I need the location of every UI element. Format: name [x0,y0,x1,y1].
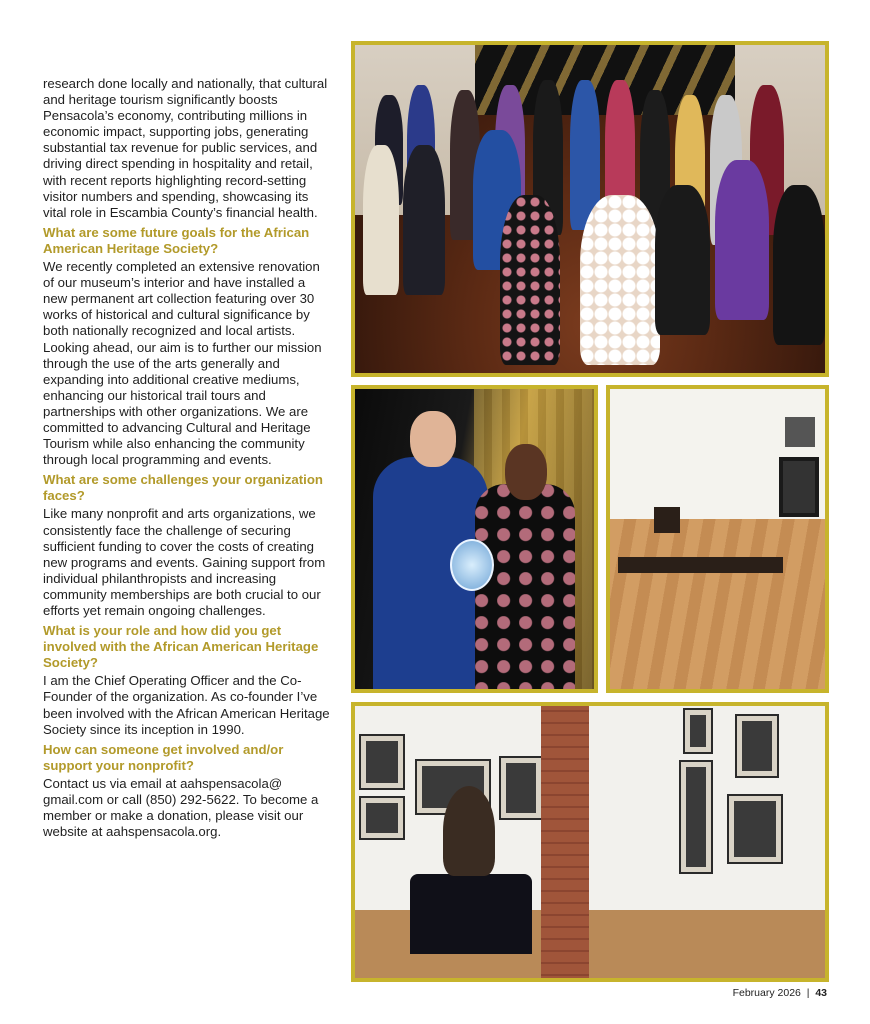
gallery-sculpture-photo [351,702,829,982]
photo-figure [773,185,825,345]
photo-figure-woman-head [505,444,547,500]
photo-bench [618,557,783,573]
photo-framed-art [685,710,711,752]
answer-challenges: Like many nonprofit and arts organizations, we consistently face the challenge of securing sufficient funding to cover the costs of creating new programs and events. Gaining support from individual philanthropists and increasing community memberships are both crucial to our efforts yet remain ongoing challenges. [43,506,326,618]
photo-framed-art [501,758,541,818]
photo-bust-sculpture [443,786,495,876]
photo-figure-man-head [410,411,456,467]
photo-framed-art [737,716,777,776]
award-presentation-photo [351,385,598,693]
question-heading-role: What is your role and how did you get involved with the African American Heritage Society? [43,623,319,671]
group-gala-photo [351,41,829,377]
gallery-sculpture-image [355,706,825,978]
photo-framed-art [361,798,403,838]
page-number: 43 [815,987,827,999]
photo-framed-art [681,762,711,872]
photo-figure-woman [475,484,575,693]
intro-paragraph: research done locally and nationally, that cultural and heritage tourism significantly boosts Pensacola’s economy, contributing millions in economic impact, supporting jobs, generating substantial tax revenue for public services, and driving direct spending in hospitality and retail, with recent reports highlighting record-setting visitor numbers and spending, showcasing its vital role in Escambia County’s financial health. [43,76,328,220]
photo-figure [715,160,769,320]
photo-figure [403,145,445,295]
group-photo-image [355,45,825,373]
photo-wood-floor [610,519,825,689]
gallery-room-image [610,389,825,689]
photo-bench-far [654,507,680,533]
photo-brick-column [541,706,589,982]
question-heading-challenges: What are some challenges your organization faces? [43,472,323,504]
photo-framed-art [779,457,819,517]
photo-framed-art [729,796,781,862]
question-heading-future-goals: What are some future goals for the African American Heritage Society? [43,224,310,256]
answer-get-involved: Contact us via email at aahspensacola@ gmail.com or call (850) 292-5622. To become a member or make a donation, please visit our website at aahspensacola.org. [43,775,319,840]
photo-figure [580,195,660,365]
article-text-column [43,76,333,843]
question-heading-get-involved: How can someone get involved and/or support your nonprofit? [43,741,284,773]
answer-role: I am the Chief Operating Officer and the Co-Founder of the organization. As co-founder I’ve been involved with the African American Heritage Society since its inception in 1990. [43,673,330,737]
photo-figure [655,185,710,335]
photo-framed-art [785,417,815,447]
page-footer [733,987,827,999]
award-photo-image [355,389,594,689]
footer-date: February 2026 [732,987,801,999]
photo-figure [363,145,399,295]
photo-figure [500,195,560,365]
footer-separator: | [806,987,810,999]
photo-framed-art [361,736,403,788]
photo-pedestal-table [410,874,532,954]
glass-award [450,539,494,591]
answer-future-goals: We recently completed an extensive renovation of our museum’s interior and have installed a new permanent art collection featuring over 30 works of historical and cultural significance by both nationally recognized and local artists. Looking ahead, our aim is to further our mission through the use of the arts generally and expanding into additional creative mediums, enhancing our historical trail tours and partnerships with other organizations. We are committed to advancing Cultural and Heritage Tourism while also enhancing the community through local programming and events. [43,259,322,468]
gallery-room-photo [606,385,829,693]
